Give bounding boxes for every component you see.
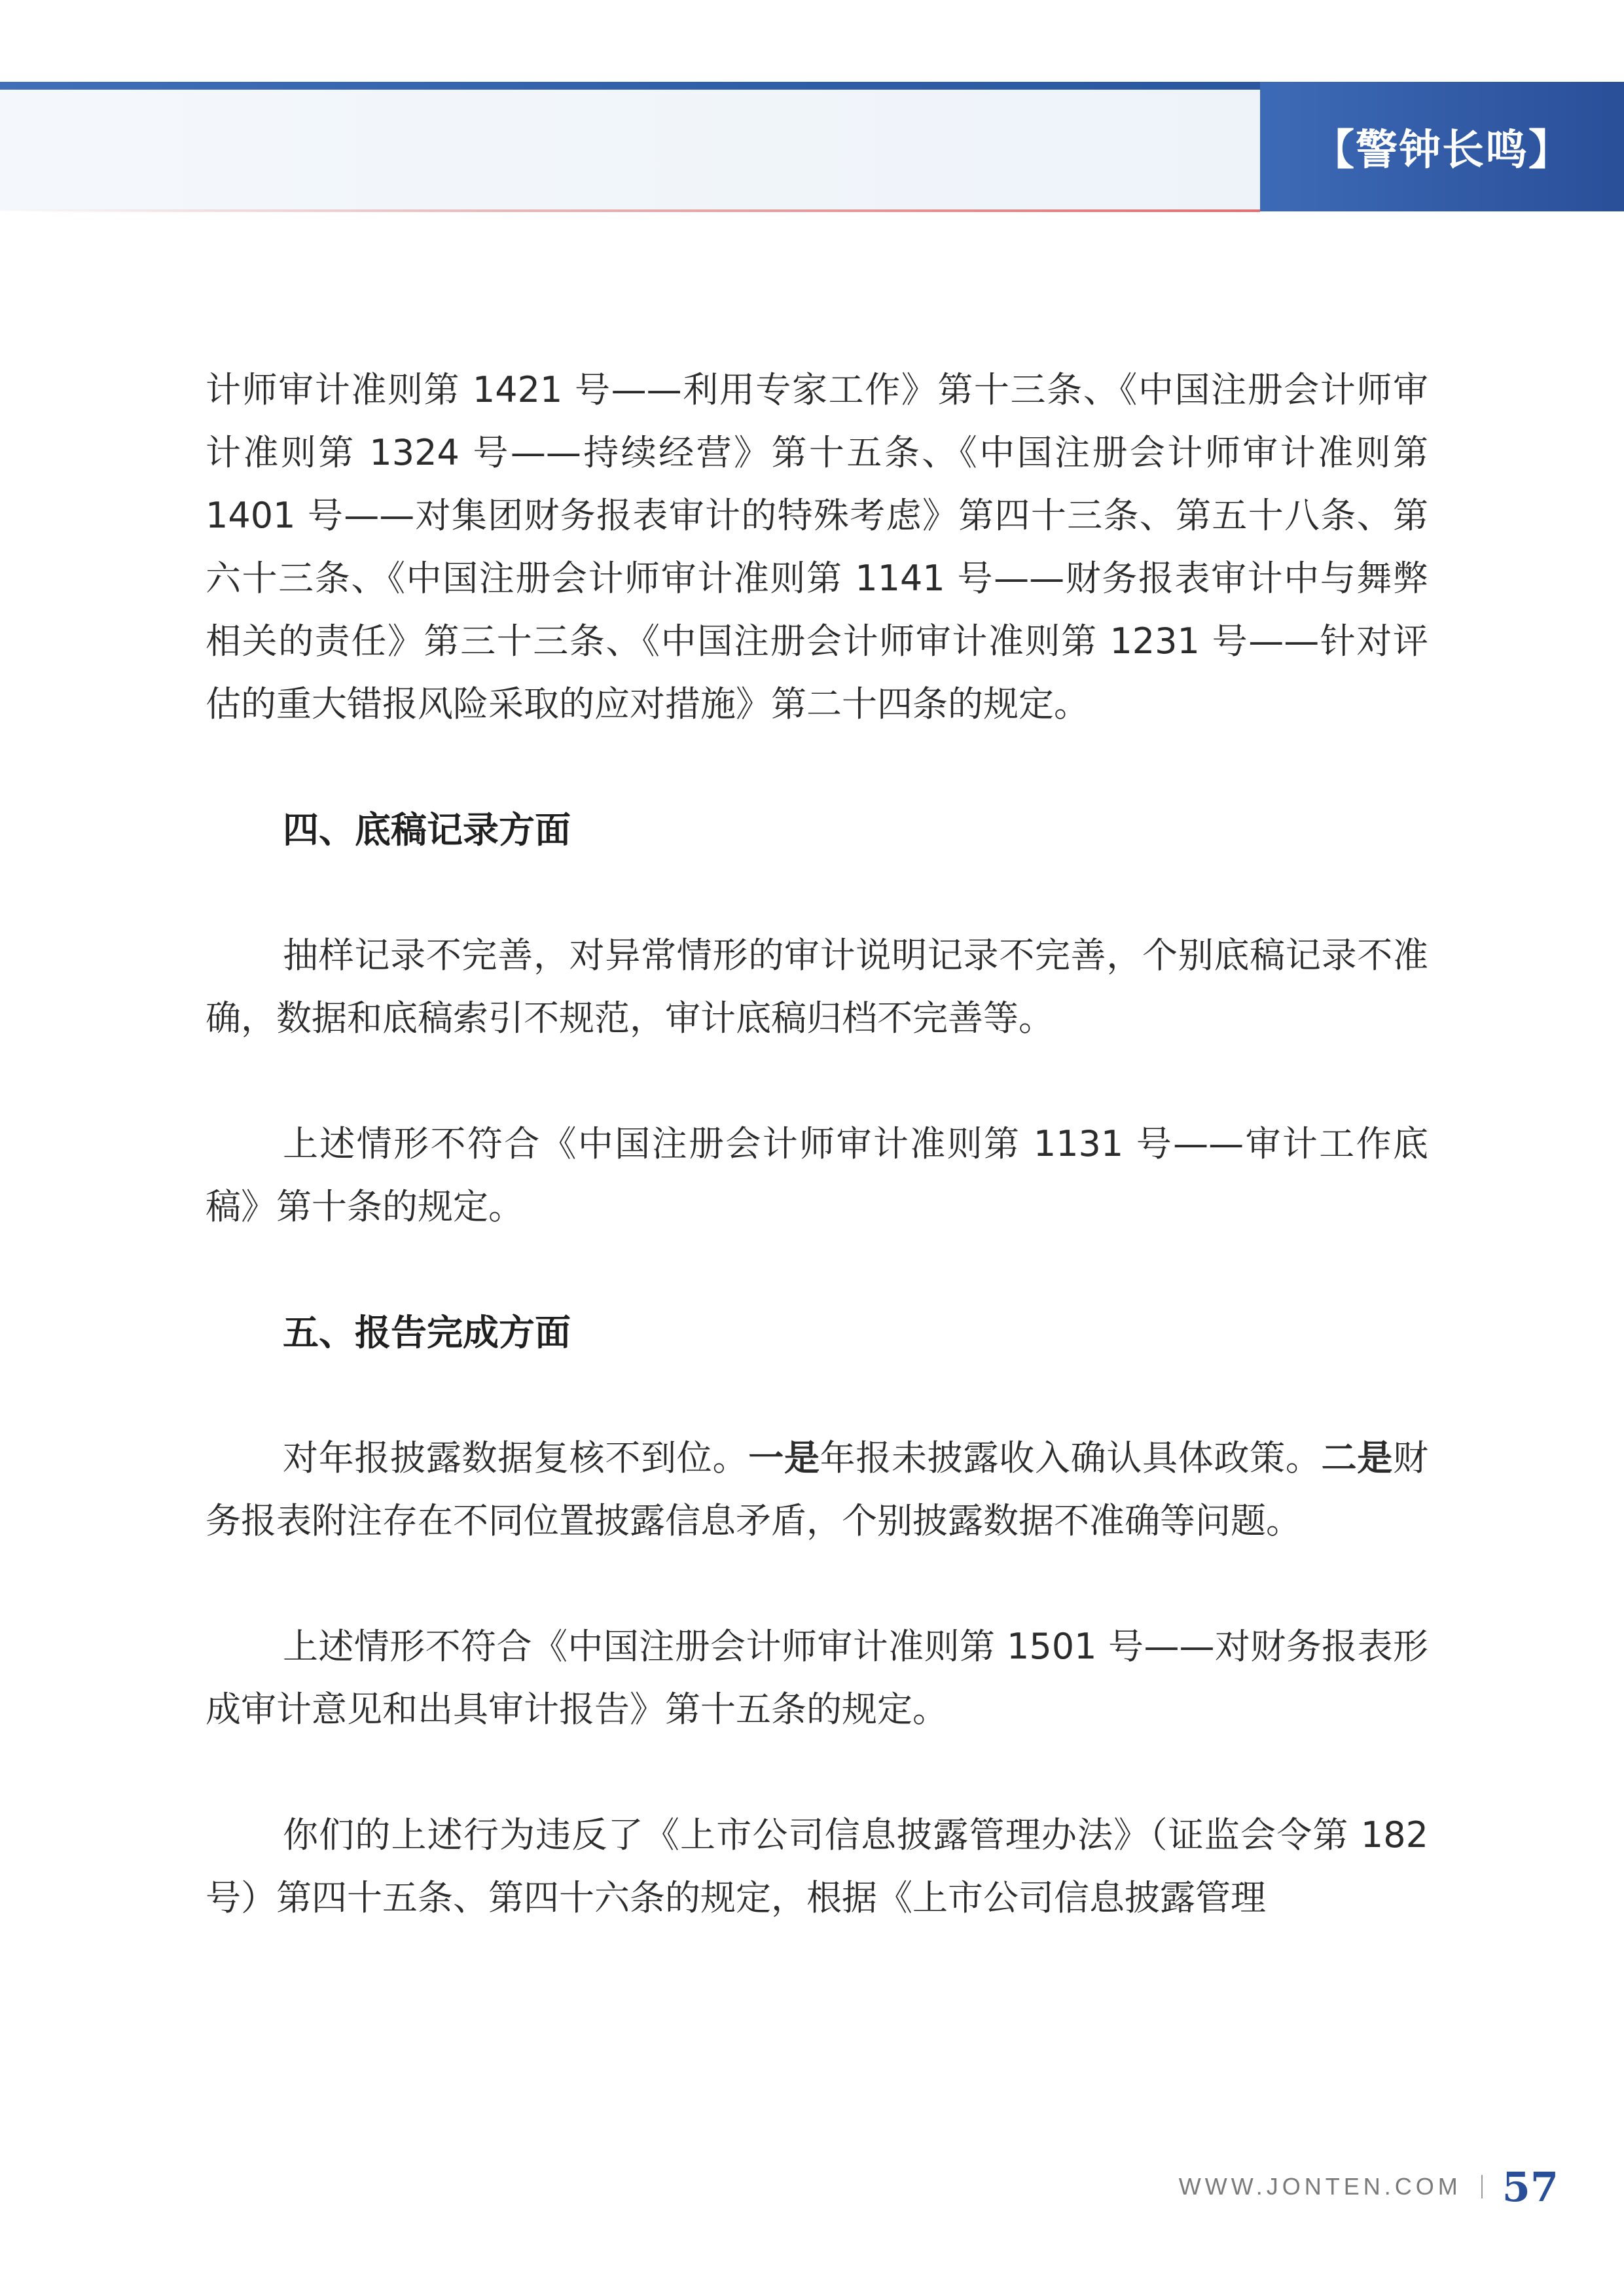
point-one-label: 一是 [748,1437,820,1479]
page-body [206,359,1428,1929]
header-accent-line [0,209,1260,212]
section-tag [1260,82,1624,211]
paragraph-report-rule: 上述情形不符合《中国注册会计师审计准则第 1501 号——对财务报表形成审计意见和出具审计报告》第十五条的规定。 [206,1626,1428,1730]
paragraph-violation: 你们的上述行为违反了《上市公司信息披露管理办法》（证监会令第 182 号）第四十五条、第四十六条的规定，根据《上市公司信息披露管理 [206,1814,1428,1918]
report-issue-intro: 对年报披露数据复核不到位。 [283,1437,749,1479]
header-top-line [0,82,1260,90]
footer-divider [1481,2175,1483,2198]
point-two-label: 二是 [1321,1437,1394,1479]
page-number: 57 [1502,2162,1559,2211]
point-one-text: 年报未披露收入确认具体政策。 [820,1437,1322,1479]
section-heading-5: 五、报告完成方面 [283,1312,571,1354]
footer-website: WWW.JONTEN.COM [1178,2173,1462,2200]
section-tag-label: 【警钟长鸣】 [1312,126,1572,175]
point-two-text: 财务报表附注存在不同位置披露信息矛盾，个别披露数据不准确等问题。 [206,1437,1429,1541]
header-band [0,90,1260,211]
paragraph-report-issues [206,1427,1428,1552]
paragraph-workpaper-issues: 抽样记录不完善，对异常情形的审计说明记录不完善，个别底稿记录不准确，数据和底稿索引不规范，审计底稿归档不完善等。 [206,935,1428,1039]
section-heading-4: 四、底稿记录方面 [283,809,571,851]
paragraph-continued: 计师审计准则第 1421 号——利用专家工作》第十三条、《中国注册会计师审计准则第 1324 号——持续经营》第十五条、《中国注册会计师审计准则第 1401 号——对集团财务报表审计的特殊考虑》第四十三条、第五十八条、第六十三条、《中国注册会计师审计准则第 1141 号——财务报表审计中与舞弊相关的责任》第三十三条、《中国注册会计师审计准则第 1231 号——针对评估的重大错报风险采取的应对措施》第二十四条的规定。 [206,369,1428,725]
page-footer [1179,2157,1559,2216]
paragraph-workpaper-rule: 上述情形不符合《中国注册会计师审计准则第 1131 号——审计工作底稿》第十条的规定。 [206,1123,1428,1227]
